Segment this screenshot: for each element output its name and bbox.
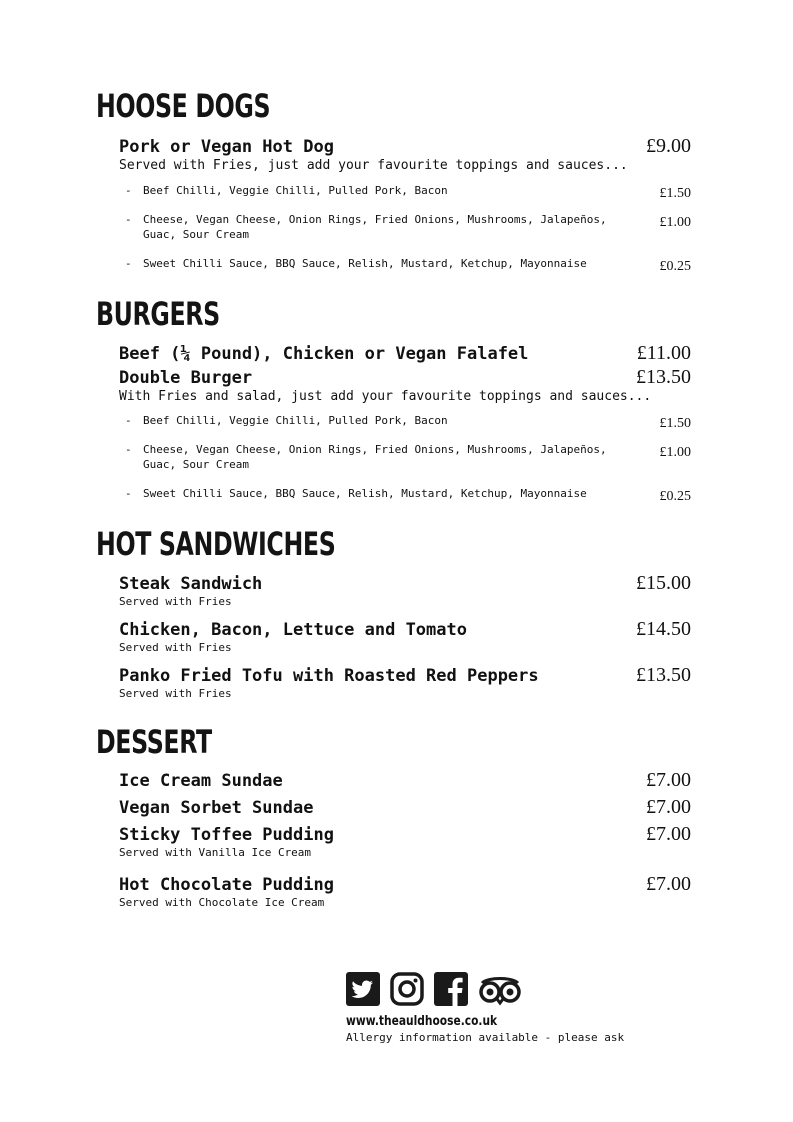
item-subtitle: Served with Fries xyxy=(119,641,232,654)
item-price: £9.00 xyxy=(646,135,691,157)
website-link[interactable]: www.theauldhoose.co.uk xyxy=(346,1014,498,1029)
twitter-icon[interactable] xyxy=(346,972,380,1006)
extra-text: Sweet Chilli Sauce, BBQ Sauce, Relish, Mustard, Ketchup, Mayonnaise xyxy=(143,487,587,500)
extra-price: £1.00 xyxy=(659,445,691,460)
item-price: £14.50 xyxy=(636,618,691,640)
item-name: Chicken, Bacon, Lettuce and Tomato xyxy=(119,620,467,640)
facebook-icon[interactable] xyxy=(434,972,468,1006)
item-description: With Fries and salad, just add your favourite toppings and sauces... xyxy=(119,389,652,404)
extra-veg-toppings xyxy=(125,442,691,472)
extra-price: £1.00 xyxy=(659,215,691,230)
item-name: Sticky Toffee Pudding xyxy=(119,825,334,845)
instagram-icon[interactable] xyxy=(390,972,424,1006)
item-price: £11.00 xyxy=(636,342,691,364)
section-title-dessert: DESSERT xyxy=(96,723,212,761)
item-description: Served with Fries, just add your favourite toppings and sauces... xyxy=(119,158,628,173)
extra-text: Cheese, Vegan Cheese, Onion Rings, Fried Onions, Mushrooms, Jalapeños, Guac, Sour Cream xyxy=(143,213,607,241)
extra-price: £1.50 xyxy=(659,416,691,431)
item-price: £15.00 xyxy=(636,572,691,594)
menu-item-sticky-toffee xyxy=(119,823,691,860)
menu-item-tofu xyxy=(119,664,691,701)
menu-item-hot-dog xyxy=(119,135,691,174)
item-price: £7.00 xyxy=(646,873,691,895)
menu-item-ice-cream-sundae xyxy=(119,769,691,792)
item-name: Hot Chocolate Pudding xyxy=(119,875,334,895)
item-name: Double Burger xyxy=(119,368,253,388)
dash: - xyxy=(125,414,132,427)
extra-price: £0.25 xyxy=(659,489,691,504)
social-icons xyxy=(346,972,522,1006)
extra-price: £1.50 xyxy=(659,186,691,201)
item-price: £7.00 xyxy=(646,796,691,818)
extra-text: Cheese, Vegan Cheese, Onion Rings, Fried Onions, Mushrooms, Jalapeños, Guac, Sour Cream xyxy=(143,443,607,471)
section-title-hot-sandwiches: HOT SANDWICHES xyxy=(96,525,336,563)
allergy-note: Allergy information available - please ask xyxy=(346,1031,625,1044)
item-subtitle: Served with Fries xyxy=(119,595,232,608)
item-price: £13.50 xyxy=(636,366,691,388)
item-name: Vegan Sorbet Sundae xyxy=(119,798,314,818)
extra-text: Beef Chilli, Veggie Chilli, Pulled Pork, Bacon xyxy=(143,414,448,427)
extra-meat-toppings xyxy=(125,183,691,201)
menu-item-blt xyxy=(119,618,691,655)
menu-item-steak-sandwich xyxy=(119,572,691,609)
item-price: £13.50 xyxy=(636,664,691,686)
extra-sauces xyxy=(125,256,691,274)
menu-item-double-burger xyxy=(119,366,691,405)
item-subtitle: Served with Chocolate Ice Cream xyxy=(119,896,325,909)
section-title-hoose-dogs: HOOSE DOGS xyxy=(96,87,271,125)
dash: - xyxy=(125,213,132,226)
item-price: £7.00 xyxy=(646,769,691,791)
dash: - xyxy=(125,184,132,197)
menu-item-sorbet-sundae xyxy=(119,796,691,819)
extra-veg-toppings xyxy=(125,212,691,242)
extra-price: £0.25 xyxy=(659,259,691,274)
item-name: Ice Cream Sundae xyxy=(119,771,283,791)
item-subtitle: Served with Fries xyxy=(119,687,232,700)
item-name: Steak Sandwich xyxy=(119,574,263,594)
item-price: £7.00 xyxy=(646,823,691,845)
item-subtitle: Served with Vanilla Ice Cream xyxy=(119,846,312,859)
dash: - xyxy=(125,257,132,270)
section-title-burgers: BURGERS xyxy=(96,295,220,333)
extra-text: Sweet Chilli Sauce, BBQ Sauce, Relish, Mustard, Ketchup, Mayonnaise xyxy=(143,257,587,270)
dash: - xyxy=(125,487,132,500)
menu-item-burger xyxy=(119,342,691,365)
extra-meat-toppings xyxy=(125,413,691,431)
item-name: Pork or Vegan Hot Dog xyxy=(119,137,334,157)
item-name: Panko Fried Tofu with Roasted Red Peppers xyxy=(119,666,539,686)
dash: - xyxy=(125,443,132,456)
item-name: Beef (¼ Pound), Chicken or Vegan Falafel xyxy=(119,344,529,364)
tripadvisor-icon[interactable] xyxy=(478,972,522,1006)
extra-text: Beef Chilli, Veggie Chilli, Pulled Pork, Bacon xyxy=(143,184,448,197)
menu-item-hot-chocolate xyxy=(119,873,691,910)
extra-sauces xyxy=(125,486,691,504)
